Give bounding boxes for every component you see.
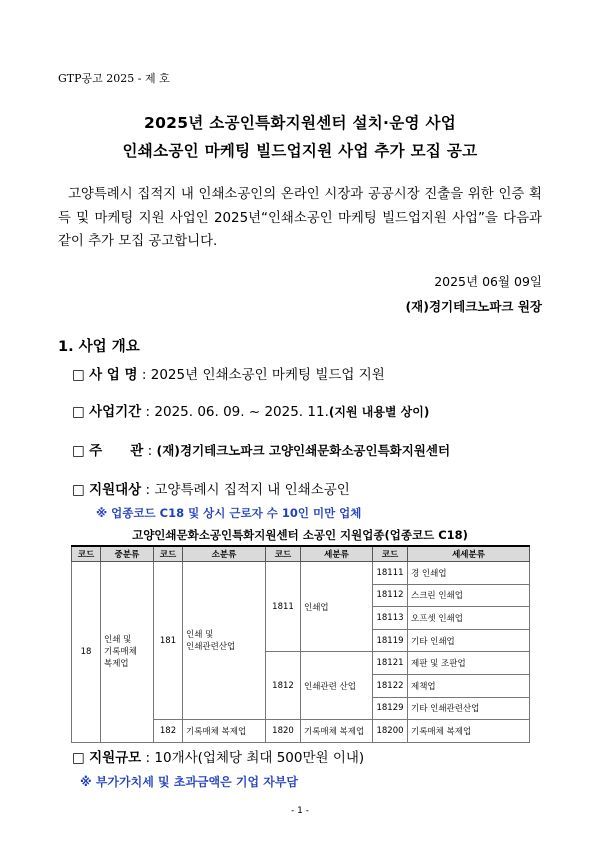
sub-code-cell: 1811 (266, 562, 301, 652)
item-separator: : (145, 750, 151, 766)
header-small-category: 소분류 (183, 546, 266, 562)
item-project-period (72, 400, 429, 420)
item-label: 사업기간 (89, 404, 142, 420)
issuer-name: (재)경기테크노파크 원장 (405, 299, 542, 314)
detail-name-cell: 제판 및 조판업 (408, 652, 530, 675)
detail-code-cell: 18119 (373, 629, 408, 652)
item-value: (재)경기테크노파크 고양인쇄문화소공인특화지원센터 (156, 443, 451, 458)
note-industry-code: ※ 업종코드 C18 및 상시 근로자 수 10인 미만 업체 (96, 506, 362, 520)
detail-code-cell: 18129 (373, 697, 408, 720)
intro-paragraph: 고양특례시 집적지 내 인쇄소공인의 온라인 시장과 공공시장 진출을 위한 인증 획득 및 마케팅 지원 사업인 2025년“인쇄소공인 마케팅 빌드업지원 사업”을 다음과 같이 추가 모집 공고합니다. (58, 187, 542, 249)
item-organizer (72, 439, 450, 459)
item-label: 지원규모 (89, 750, 142, 766)
item-separator: : (141, 367, 147, 383)
detail-name-cell: 기타 인쇄관련산업 (408, 697, 530, 720)
section-1-title: 1. 사업 개요 (58, 339, 140, 355)
item-separator: : (145, 404, 151, 420)
announcement-date: 2025년 06월 09일 (434, 274, 542, 289)
checkbox-icon: □ (72, 443, 85, 459)
item-value: 고양특례시 집적지 내 인쇄소공인 (154, 482, 350, 498)
detail-name-cell: 제책업 (408, 674, 530, 697)
header-code: 코드 (266, 546, 301, 562)
checkbox-icon: □ (72, 404, 85, 420)
sub-name-cell: 인쇄업 (301, 562, 373, 652)
header-sub-category: 세분류 (301, 546, 373, 562)
detail-code-cell: 18111 (373, 562, 408, 585)
title-line-2: 인쇄소공인 마케팅 빌드업지원 사업 추가 모집 공고 (122, 142, 478, 160)
table-row (72, 562, 530, 585)
header-mid-category: 중분류 (101, 546, 154, 562)
checkbox-icon: □ (72, 482, 85, 498)
item-value: 2025. 06. 09. ~ 2025. 11. (154, 404, 329, 420)
detail-code-cell: 18122 (373, 674, 408, 697)
item-label: 지원대상 (89, 482, 142, 498)
item-label: 사 업 명 (89, 367, 138, 383)
table-header-row (72, 546, 530, 562)
item-target (72, 478, 350, 498)
detail-code-cell: 18121 (373, 652, 408, 675)
note-vat: ※ 부가가치세 및 초과금액은 기업 자부담 (80, 775, 299, 789)
sub-name-cell: 인쇄관련 산업 (301, 652, 373, 720)
sub-name-cell: 기록매체 복제업 (301, 720, 373, 743)
item-value-note: (지원 내용별 상이) (328, 405, 430, 419)
detail-name-cell: 경 인쇄업 (408, 562, 530, 585)
sub-code-cell: 1820 (266, 720, 301, 743)
detail-name-cell: 기록매체 복제업 (408, 720, 530, 743)
item-value: 10개사(업체당 최대 500만원 이내) (154, 750, 365, 766)
detail-code-cell: 18113 (373, 607, 408, 630)
item-separator: : (145, 482, 151, 498)
detail-name-cell: 오프셋 인쇄업 (408, 607, 530, 630)
small-code-cell: 181 (154, 562, 183, 720)
checkbox-icon: □ (72, 367, 85, 383)
small-name-cell: 인쇄 및 인쇄관련산업 (183, 562, 266, 720)
item-value: 2025년 인쇄소공인 마케팅 빌드업 지원 (150, 367, 385, 383)
item-support-scale (72, 746, 364, 766)
header-detail-category: 세세분류 (408, 546, 530, 562)
header-code: 코드 (72, 546, 101, 562)
detail-code-cell: 18200 (373, 720, 408, 743)
page-number: - 1 - (291, 806, 309, 816)
checkbox-icon: □ (72, 750, 85, 766)
document-number: GTP공고 2025 - 제 호 (58, 72, 170, 85)
table-title: 고양인쇄문화소공인특화지원센터 소공인 지원업종(업종코드 C18) (132, 528, 468, 542)
item-separator: : (147, 443, 153, 459)
header-code: 코드 (373, 546, 408, 562)
mid-code-cell: 18 (72, 562, 101, 743)
item-label: 주 관 (89, 443, 144, 459)
detail-name-cell: 스크린 인쇄업 (408, 584, 530, 607)
detail-name-cell: 기타 인쇄업 (408, 629, 530, 652)
sub-code-cell: 1812 (266, 652, 301, 720)
detail-code-cell: 18112 (373, 584, 408, 607)
item-project-name (72, 363, 385, 383)
title-line-1: 2025년 소공인특화지원센터 설치·운영 사업 (144, 114, 456, 132)
mid-name-cell: 인쇄 및 기록매체 복제업 (101, 562, 154, 743)
small-code-cell: 182 (154, 720, 183, 743)
industry-table (71, 545, 530, 743)
small-name-cell: 기록매체 복제업 (183, 720, 266, 743)
header-code: 코드 (154, 546, 183, 562)
